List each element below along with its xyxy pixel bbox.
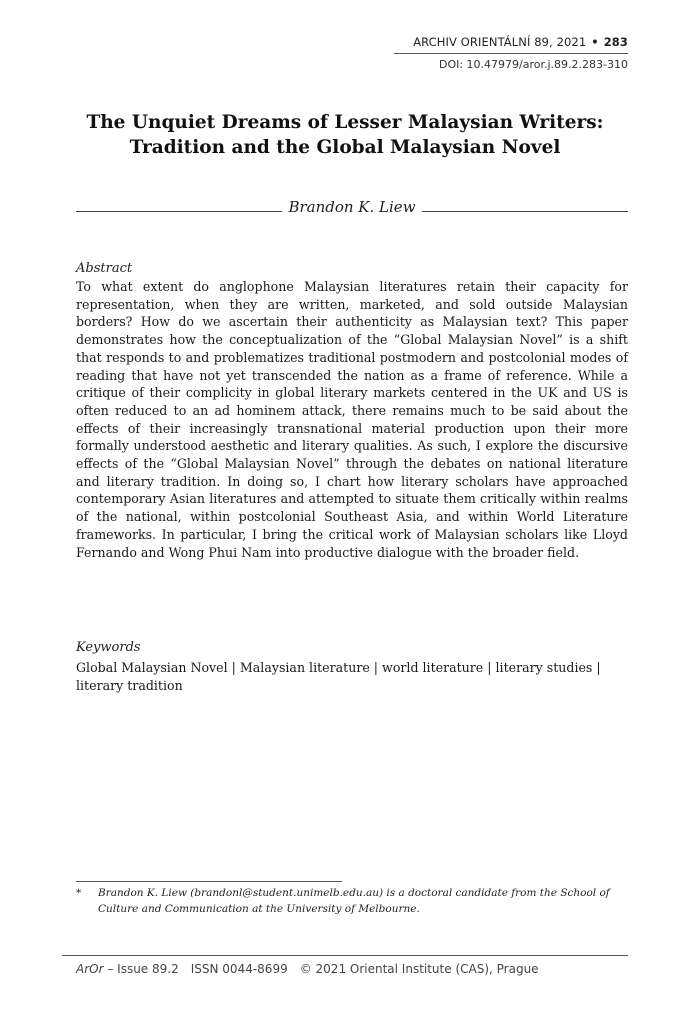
- article-title: [60, 110, 630, 160]
- author-rule-right: [422, 211, 628, 212]
- doi-link[interactable]: DOI: 10.47979/aror.j.89.2.283-310: [438, 58, 628, 71]
- title-line-1: The Unquiet Dreams of Lesser Malaysian Writers:: [86, 112, 604, 133]
- author-footnote: [76, 885, 628, 917]
- footer-journal-abbrev: ArOr: [76, 962, 104, 976]
- footnote-rule: [76, 881, 342, 882]
- running-head: [413, 35, 628, 49]
- keywords-heading: Keywords: [76, 640, 141, 655]
- page-number: 283: [603, 35, 628, 49]
- footer-rule: [62, 955, 628, 956]
- footer-issn: ISSN 0044-8699: [190, 962, 288, 976]
- author-name: Brandon K. Liew: [288, 198, 416, 216]
- page-footer: [76, 962, 539, 976]
- bullet-separator: •: [591, 35, 599, 49]
- footer-issue: – Issue 89.2: [103, 962, 179, 976]
- journal-name: ARCHIV ORIENTÁLNÍ 89, 2021: [413, 35, 587, 49]
- header-rule: [394, 53, 628, 54]
- title-line-2: Tradition and the Global Malaysian Novel: [129, 137, 561, 158]
- author-line: [76, 198, 628, 218]
- footer-copyright: © 2021 Oriental Institute (CAS), Prague: [299, 962, 539, 976]
- footnote-text: Brandon K. Liew (brandonl@student.unimelb.edu.au) is a doctoral candidate from the School of Culture and Communication at the University of Melbourne.: [98, 887, 610, 915]
- keywords-list: Global Malaysian Novel | Malaysian literature | world literature | literary studies | literary tradition: [76, 660, 601, 693]
- footnote-marker: *: [76, 887, 82, 899]
- abstract-body: To what extent do anglophone Malaysian literatures retain their capacity for representation, when they are written, marketed, and sold outside Malaysian borders? How do we ascertain their authenticity as Malaysian text? This paper demonstrates how the conceptualization of the “Global Malaysian Novel” is a shift that responds to and problematizes traditional postmodern and postcolonial modes of reading that have not yet transcended the nation as a frame of reference. While a critique of their complicity in global literary markets centered in the UK and US is often reduced to an ad hominem attack, there remains much to be said about the effects of their increasingly transnational material production upon their more formally understood aesthetic and literary qualities. As such, I explore the discursive effects of the “Global Malaysian Novel” through the debates on national literature and literary tradition. In doing so, I chart how literary scholars have approached contemporary Asian literatures and attempted to situate them critically within realms of the national, within postcolonial Southeast Asia, and within World Literature frameworks. In particular, I bring the critical work of Malaysian scholars like Lloyd Fernando and Wong Phui Nam into productive dialogue with the broader field.: [76, 279, 628, 560]
- abstract-heading: Abstract: [76, 261, 133, 276]
